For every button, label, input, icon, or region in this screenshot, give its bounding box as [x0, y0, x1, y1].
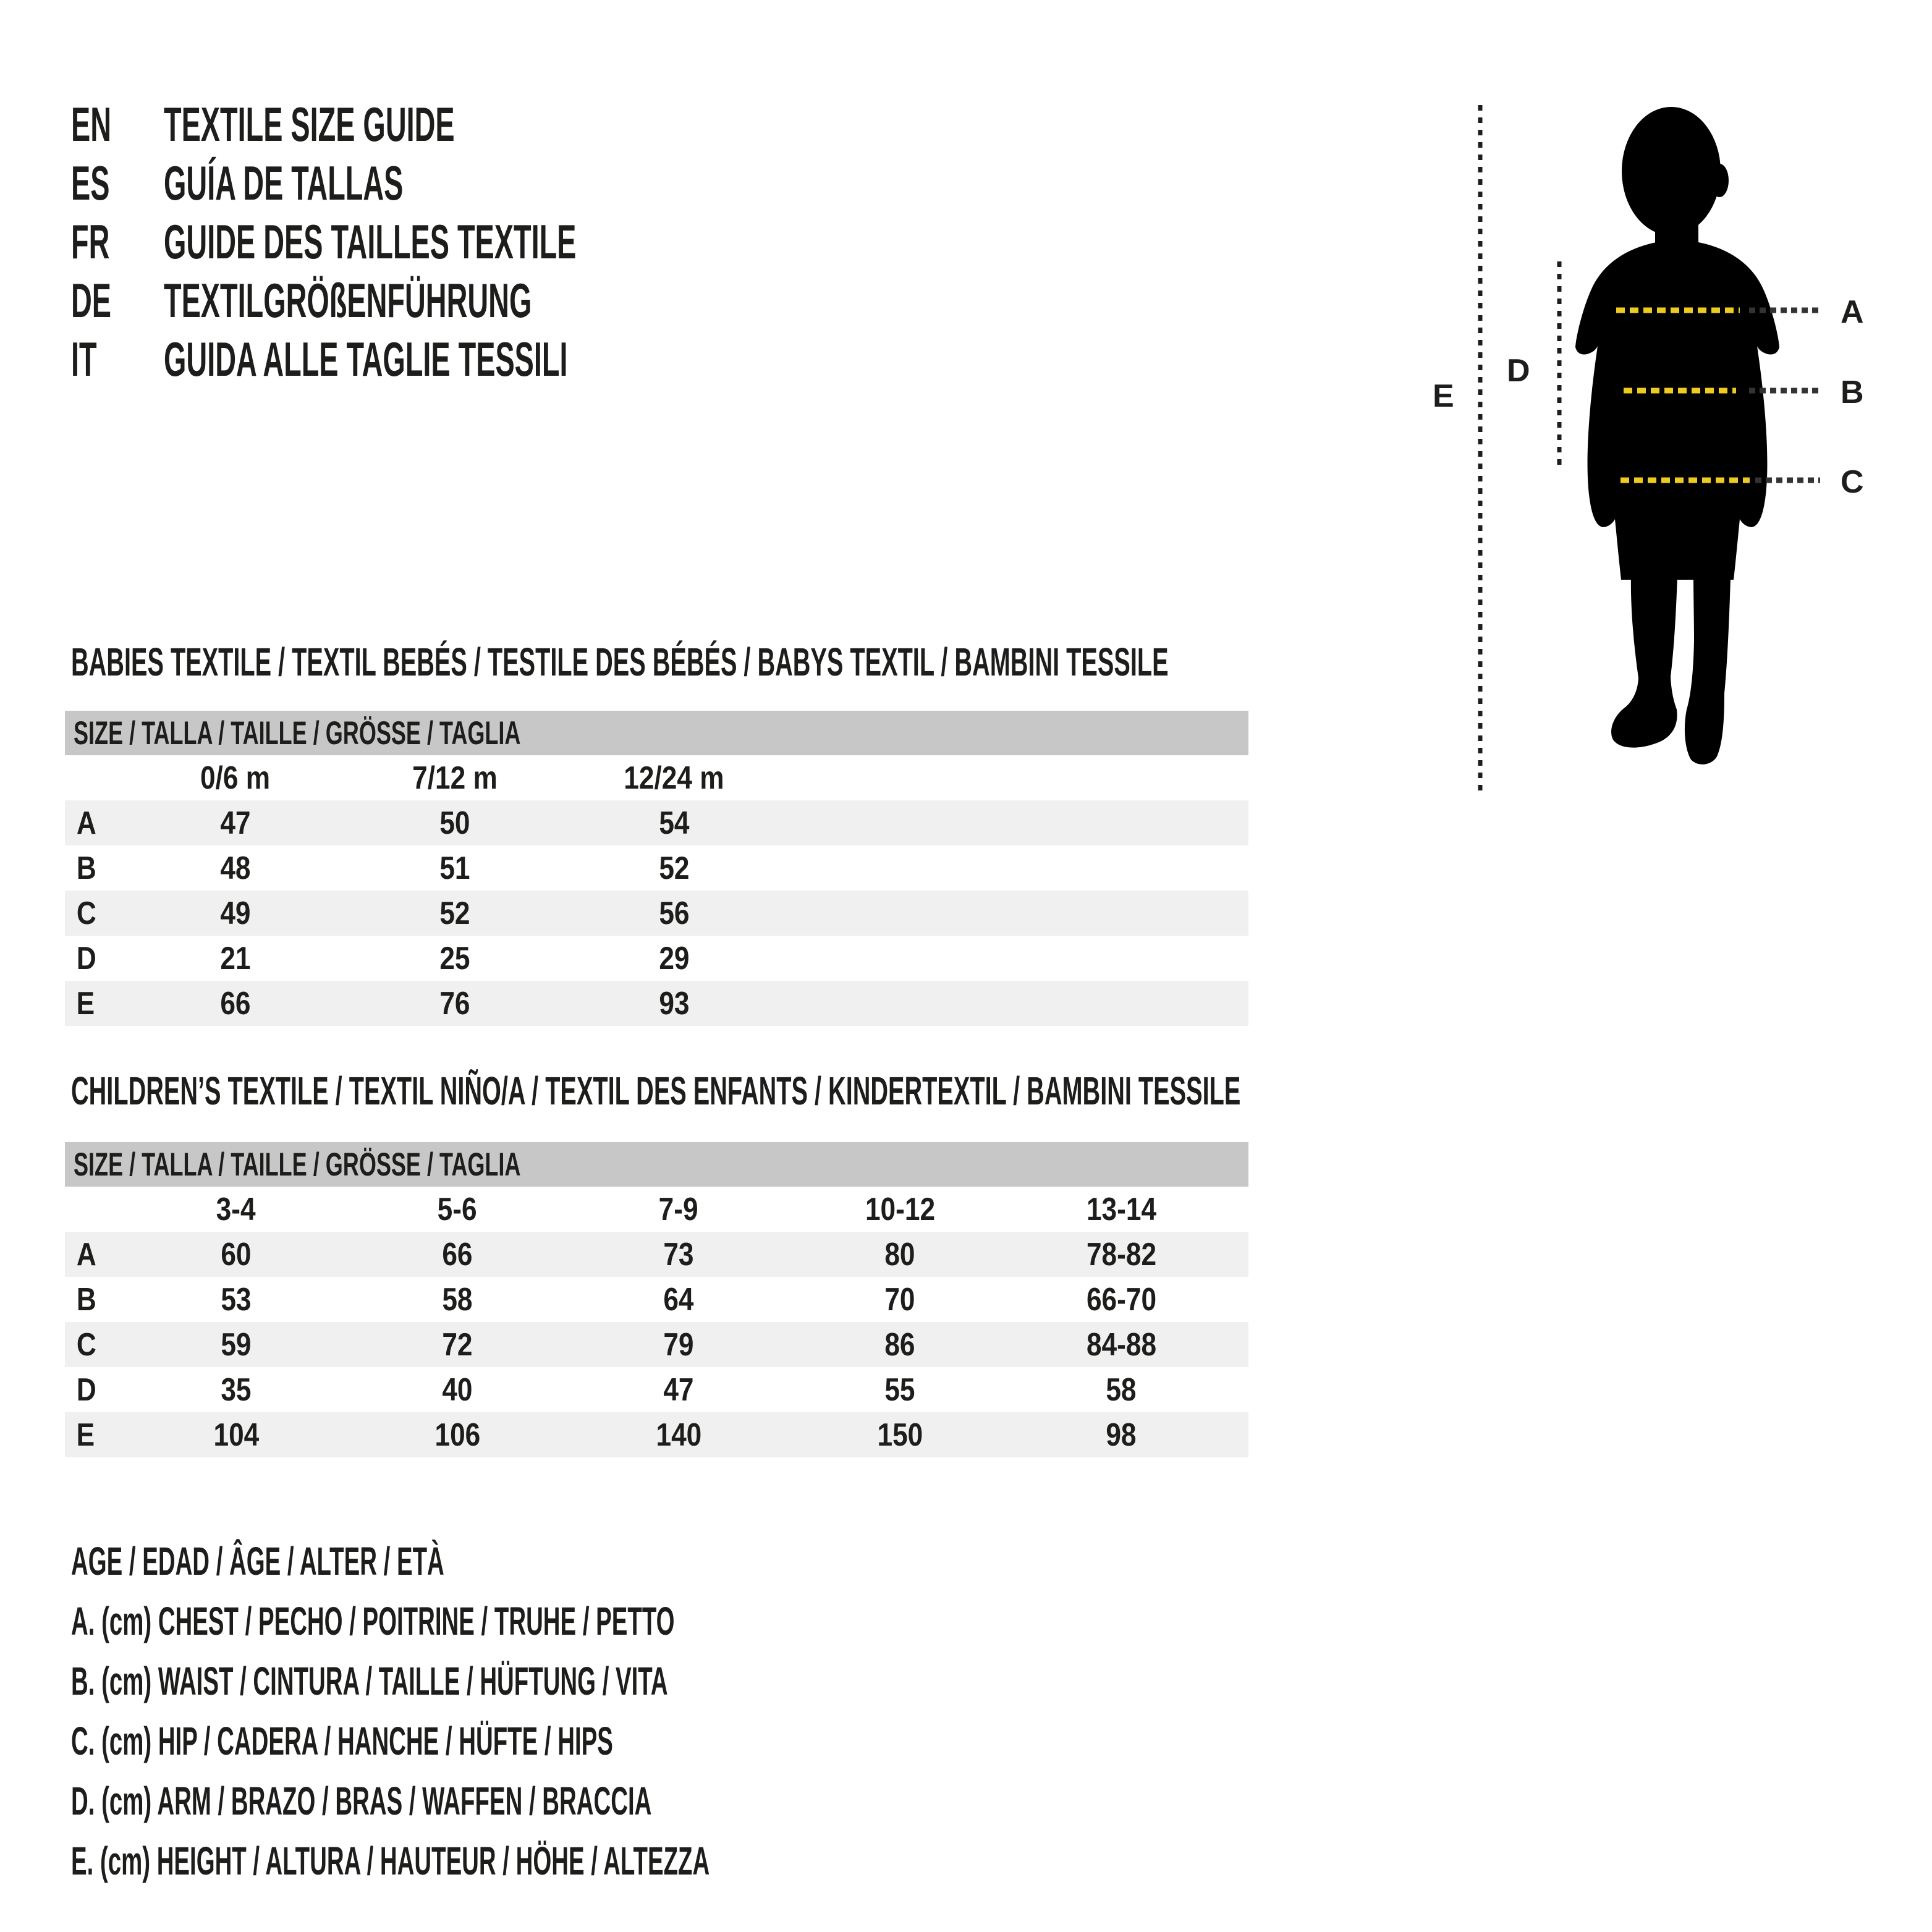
children-column-header-5: 13-14 — [1086, 1191, 1156, 1227]
value-cell: 84-88 — [1086, 1326, 1156, 1363]
value-cell: 98 — [1106, 1417, 1137, 1453]
value-cell: 140 — [656, 1417, 701, 1453]
children-row-b — [65, 1277, 1248, 1322]
row-label: B — [76, 850, 96, 886]
children-column-header-4: 10-12 — [865, 1191, 935, 1227]
value-cell: 55 — [884, 1371, 915, 1408]
waist-label-b: B — [1841, 375, 1864, 410]
babies-size-table — [65, 711, 1248, 1026]
value-cell: 70 — [884, 1281, 915, 1318]
value-cell: 47 — [219, 805, 251, 841]
row-label: D — [76, 1371, 96, 1408]
babies-column-header-1: 0/6 m — [200, 760, 271, 796]
row-label: A — [76, 805, 96, 841]
language-code-en: EN — [71, 97, 112, 151]
value-cell: 50 — [439, 805, 470, 841]
value-cell: 79 — [663, 1326, 694, 1363]
value-cell: 86 — [884, 1326, 915, 1363]
value-cell: 49 — [219, 895, 251, 931]
legend-line-arm: D. (cm) ARM / BRAZO / BRAS / WAFFEN / BRACCIA — [71, 1779, 652, 1823]
children-size-table — [65, 1142, 1248, 1457]
children-table-header-bar: SIZE / TALLA / TAILLE / GRÖSSE / TAGLIA — [65, 1142, 1248, 1187]
language-code-it: IT — [71, 332, 97, 386]
row-label: C — [76, 895, 96, 931]
language-title-de: TEXTILGRÖßENFÜHRUNG — [164, 273, 532, 328]
height-label-e: E — [1433, 378, 1454, 414]
babies-column-header-3: 12/24 m — [624, 760, 724, 796]
legend-line-age: AGE / EDAD / ÂGE / ALTER / ETÀ — [71, 1539, 444, 1583]
measurement-legend — [71, 1532, 1135, 1891]
value-cell: 48 — [219, 850, 251, 886]
value-cell: 66-70 — [1086, 1281, 1156, 1318]
value-cell: 52 — [658, 850, 690, 886]
measurement-figure-icon — [1421, 87, 1932, 803]
value-cell: 150 — [877, 1417, 923, 1453]
legend-line-hip: C. (cm) HIP / CADERA / HANCHE / HÜFTE / HIPS — [71, 1719, 613, 1763]
value-cell: 72 — [442, 1326, 473, 1363]
babies-row-e — [65, 981, 1248, 1026]
value-cell: 66 — [442, 1236, 473, 1273]
value-cell: 76 — [439, 985, 470, 1022]
babies-row-a — [65, 800, 1248, 845]
value-cell: 21 — [219, 940, 251, 977]
value-cell: 40 — [442, 1371, 473, 1408]
value-cell: 35 — [221, 1371, 252, 1408]
hip-label-c: C — [1841, 464, 1864, 500]
row-label: C — [76, 1326, 96, 1363]
value-cell: 54 — [658, 805, 690, 841]
language-title-fr: GUIDE DES TAILLES TEXTILE — [164, 214, 577, 269]
legend-line-waist: B. (cm) WAIST / CINTURA / TAILLE / HÜFTUNG / VITA — [71, 1659, 668, 1703]
value-cell: 47 — [663, 1371, 694, 1408]
children-row-c — [65, 1322, 1248, 1367]
legend-line-chest: A. (cm) CHEST / PECHO / POITRINE / TRUHE / PETTO — [71, 1599, 675, 1643]
children-column-header-1: 3-4 — [216, 1191, 256, 1227]
value-cell: 29 — [658, 940, 690, 977]
children-section-title: CHILDREN’S TEXTILE / TEXTIL NIÑO/A / TEXTIL DES ENFANTS / KINDERTEXTIL / BAMBINI TESSILE — [71, 1069, 1241, 1113]
row-label: D — [76, 940, 96, 977]
value-cell: 52 — [439, 895, 470, 931]
babies-row-b — [65, 845, 1248, 891]
babies-row-d — [65, 936, 1248, 981]
babies-row-c — [65, 891, 1248, 936]
value-cell: 56 — [658, 895, 690, 931]
language-code-es: ES — [71, 156, 110, 210]
babies-section-title: BABIES TEXTILE / TEXTIL BEBÉS / TESTILE DES BÉBÉS / BABYS TEXTIL / BAMBINI TESSILE — [71, 640, 1169, 684]
value-cell: 58 — [1106, 1371, 1137, 1408]
value-cell: 53 — [221, 1281, 252, 1318]
language-title-it: GUIDA ALLE TAGLIE TESSILI — [164, 332, 568, 386]
value-cell: 64 — [663, 1281, 694, 1318]
value-cell: 25 — [439, 940, 470, 977]
row-label: B — [76, 1281, 96, 1318]
value-cell: 58 — [442, 1281, 473, 1318]
children-row-d — [65, 1367, 1248, 1412]
value-cell: 59 — [221, 1326, 252, 1363]
language-code-fr: FR — [71, 214, 110, 269]
babies-table-header-bar: SIZE / TALLA / TAILLE / GRÖSSE / TAGLIA — [65, 711, 1248, 755]
children-column-header-3: 7-9 — [659, 1191, 698, 1227]
chest-label-a: A — [1841, 294, 1864, 330]
language-title-es: GUÍA DE TALLAS — [164, 156, 404, 210]
value-cell: 78-82 — [1086, 1236, 1156, 1273]
row-label: E — [76, 985, 95, 1022]
babies-column-header-row — [65, 755, 1248, 800]
babies-column-header-2: 7/12 m — [412, 760, 498, 796]
children-row-e — [65, 1412, 1248, 1457]
value-cell: 93 — [658, 985, 690, 1022]
value-cell: 66 — [219, 985, 251, 1022]
row-label: E — [76, 1417, 95, 1453]
value-cell: 60 — [221, 1236, 252, 1273]
children-column-header-2: 5-6 — [438, 1191, 477, 1227]
children-column-header-row — [65, 1187, 1248, 1232]
value-cell: 106 — [434, 1417, 480, 1453]
row-label: A — [76, 1236, 96, 1273]
language-code-de: DE — [71, 273, 112, 328]
arm-label-d: D — [1507, 353, 1530, 389]
children-row-a — [65, 1232, 1248, 1277]
value-cell: 51 — [439, 850, 470, 886]
value-cell: 80 — [884, 1236, 915, 1273]
language-title-en: TEXTILE SIZE GUIDE — [164, 97, 455, 151]
legend-line-height: E. (cm) HEIGHT / ALTURA / HAUTEUR / HÖHE / ALTEZZA — [71, 1839, 710, 1883]
value-cell: 73 — [663, 1236, 694, 1273]
value-cell: 104 — [213, 1417, 259, 1453]
